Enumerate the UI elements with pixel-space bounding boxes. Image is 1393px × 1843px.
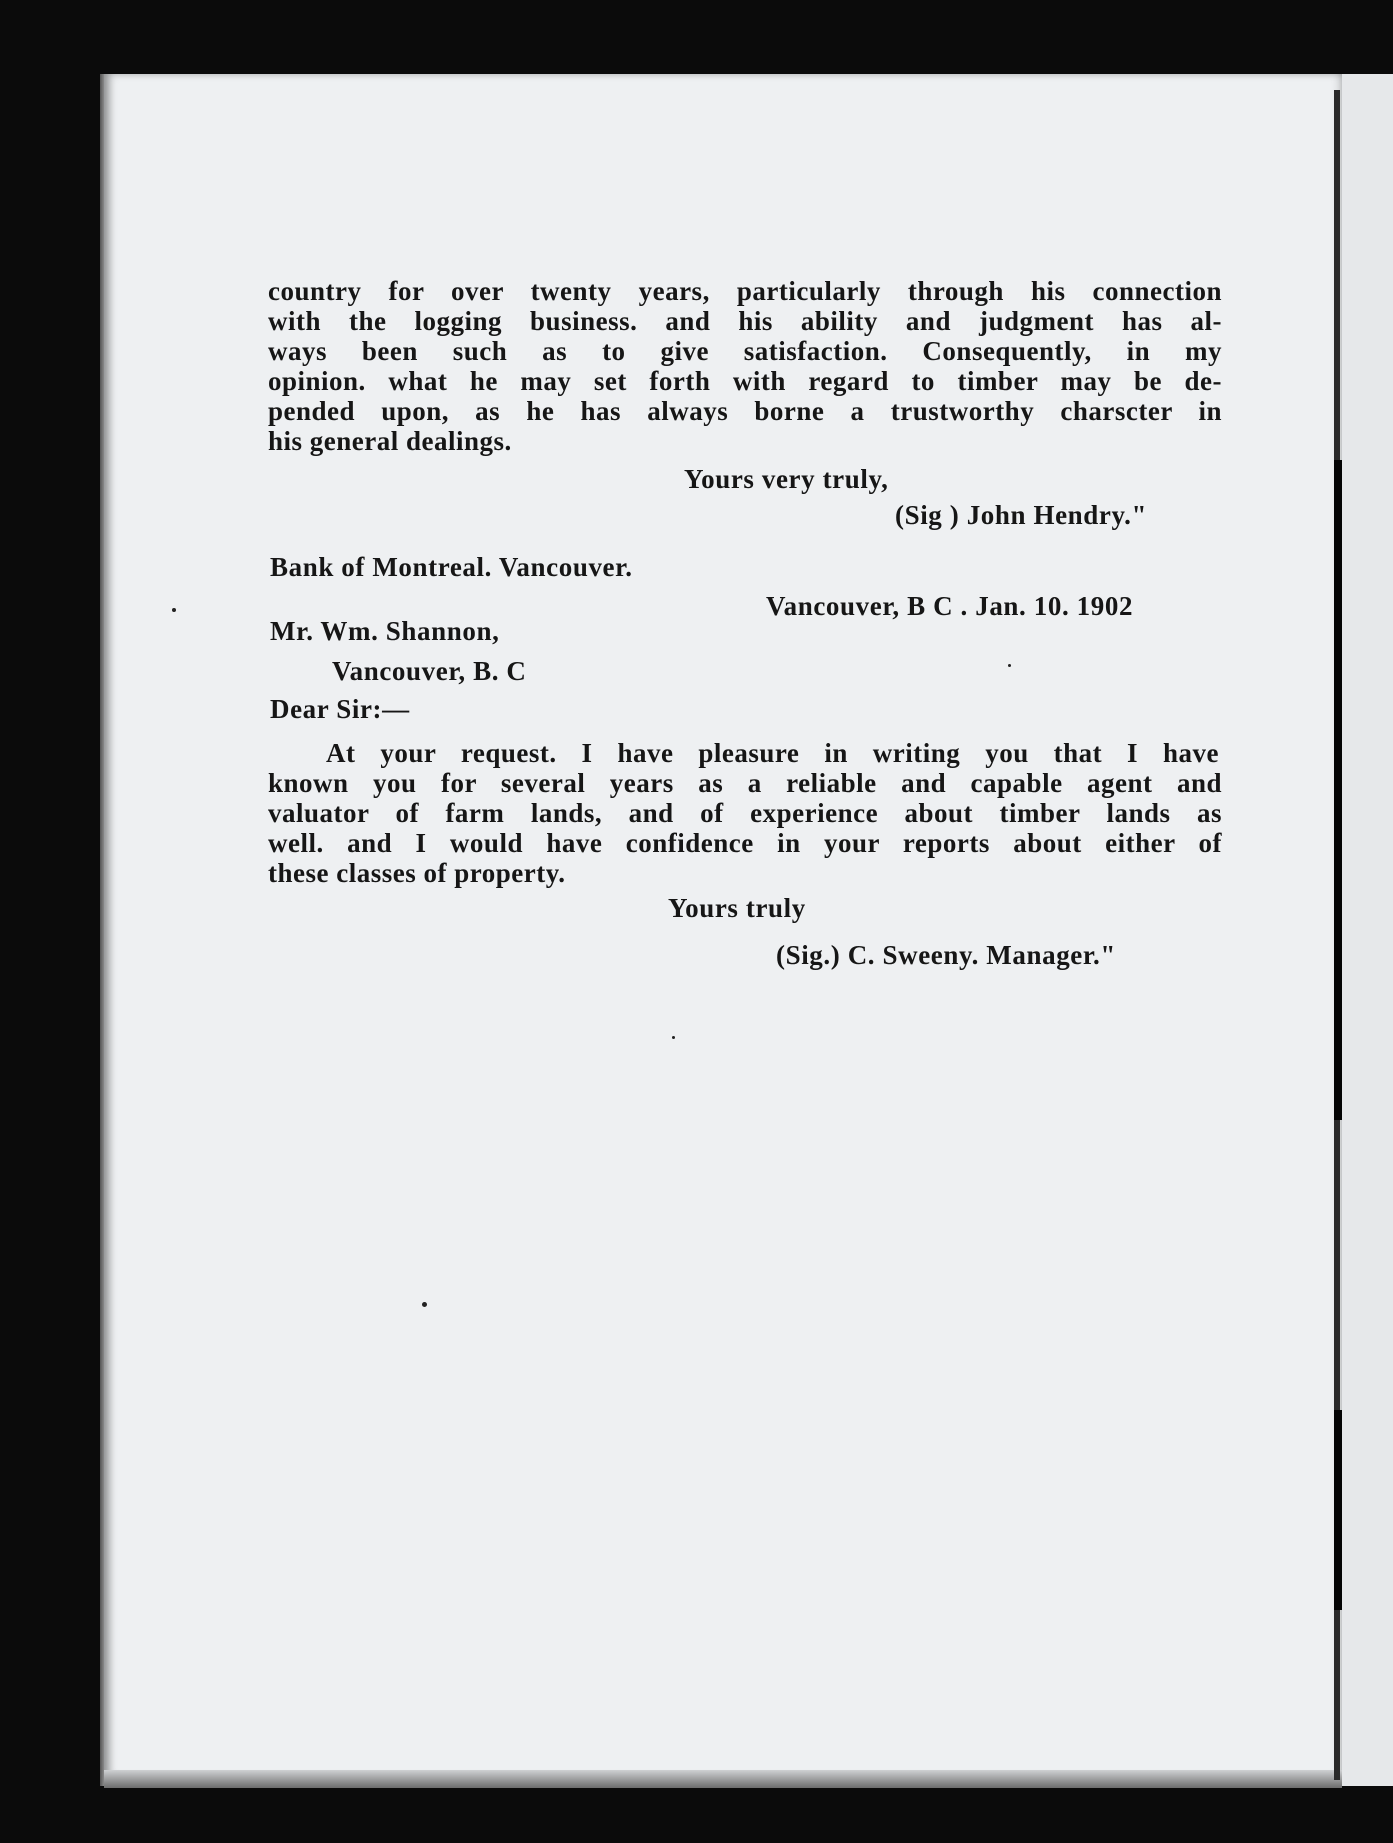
book-spine-shadow bbox=[1334, 1410, 1342, 1610]
scan-speck bbox=[172, 608, 176, 612]
letter2-line: these classes of property. bbox=[268, 858, 566, 888]
letter2-line: known you for several years as a reliable and capable agent and bbox=[268, 768, 1222, 798]
letter2-date: Vancouver, B C . Jan. 10. 1902 bbox=[766, 591, 1134, 621]
scan-speck bbox=[422, 1302, 427, 1307]
page-bottom-edge bbox=[104, 1770, 1342, 1788]
recipient-city: Vancouver, B. C bbox=[332, 656, 527, 686]
letter1-line: opinion. what he may set forth with regard to timber may be de- bbox=[268, 366, 1222, 396]
letter1-line: pended upon, as he has always borne a trustworthy charscter in bbox=[268, 396, 1222, 426]
letterhead: Bank of Montreal. Vancouver. bbox=[270, 552, 633, 582]
scan-speck bbox=[672, 1036, 675, 1039]
letter2-line: valuator of farm lands, and of experience about timber lands as bbox=[268, 798, 1222, 828]
letter1-signature: (Sig ) John Hendry." bbox=[895, 500, 1148, 530]
letter1-closing: Yours very truly, bbox=[684, 464, 889, 494]
letter2-closing: Yours truly bbox=[668, 893, 806, 923]
adjacent-page-edge bbox=[1342, 74, 1393, 1786]
recipient-name: Mr. Wm. Shannon, bbox=[270, 616, 500, 646]
scan-speck bbox=[1008, 664, 1011, 667]
letter1-line: his general dealings. bbox=[268, 426, 512, 456]
book-spine-shadow bbox=[1334, 460, 1342, 1120]
letter1-line: country for over twenty years, particularly through his connection bbox=[268, 276, 1222, 306]
letter1-line: ways been such as to give satisfaction. Consequently, in my bbox=[268, 336, 1222, 366]
letter2-line: well. and I would have confidence in your reports about either of bbox=[268, 828, 1222, 858]
letter2-signature: (Sig.) C. Sweeny. Manager." bbox=[776, 940, 1116, 970]
salutation: Dear Sir:— bbox=[270, 694, 410, 724]
letter2-line: At your request. I have pleasure in writing you that I have bbox=[326, 738, 1219, 768]
letter1-line: with the logging business. and his ability and judgment has al- bbox=[268, 306, 1222, 336]
